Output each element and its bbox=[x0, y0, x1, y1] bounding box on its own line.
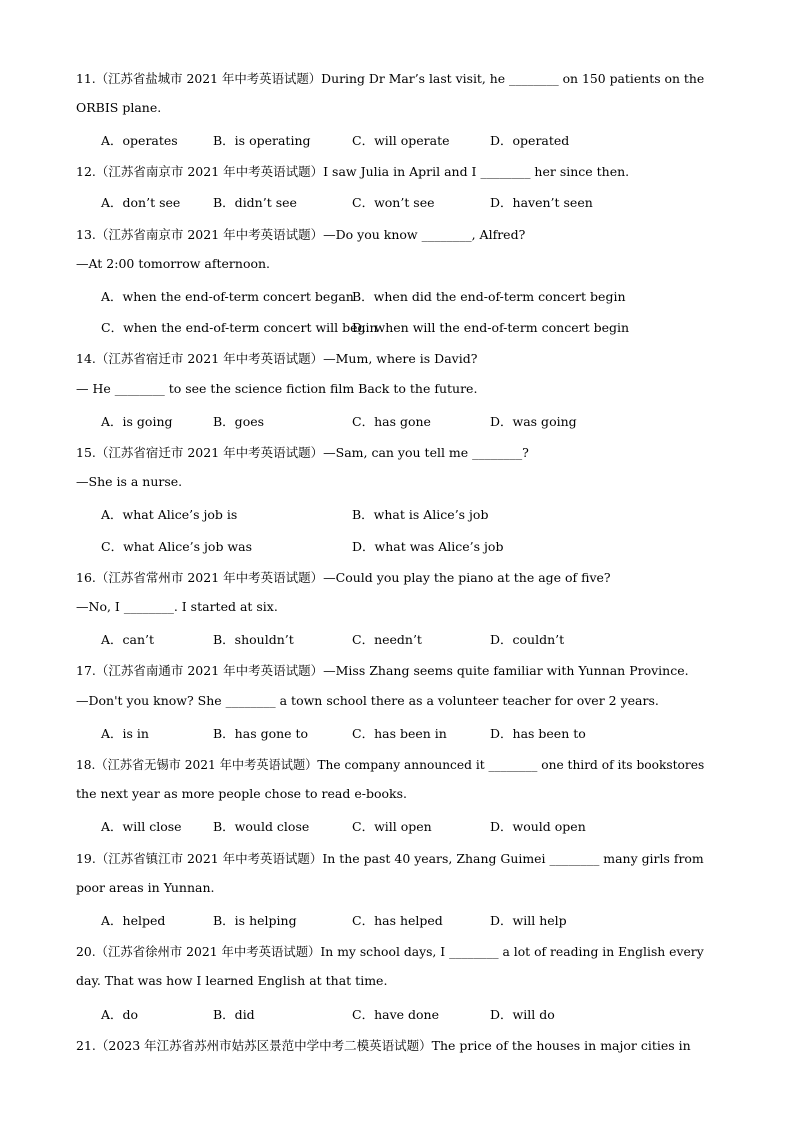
question-19-option-a: A．helped bbox=[101, 913, 166, 928]
question-13-option-a: A．when the end-of-term concert began bbox=[101, 289, 354, 304]
question-15-line-2: —She is a nurse. bbox=[76, 474, 183, 489]
question-16-option-d: D．couldn’t bbox=[490, 632, 565, 647]
question-17-option-d: D．has been to bbox=[490, 726, 586, 741]
question-13-line-1: 13.（江苏省南京市 2021 年中考英语试题）—Do you know ________, Alfred? bbox=[76, 227, 526, 242]
question-14-option-c: C．has gone bbox=[352, 414, 431, 429]
question-18-line-1: 18.（江苏省无锡市 2021 年中考英语试题）The company announced it ________ one third of its bookstores bbox=[76, 757, 705, 772]
question-14-line-1: 14.（江苏省宿迁市 2021 年中考英语试题）—Mum, where is David? bbox=[76, 351, 478, 366]
question-14-option-b: B．goes bbox=[213, 414, 265, 429]
question-19-line-1: 19.（江苏省镇江市 2021 年中考英语试题）In the past 40 years, Zhang Guimei ________ many girls from bbox=[76, 851, 704, 866]
question-17-option-b: B．has gone to bbox=[213, 726, 309, 741]
question-12-option-c: C．won’t see bbox=[352, 195, 435, 210]
question-17-line-1: 17.（江苏省南通市 2021 年中考英语试题）—Miss Zhang seems quite familiar with Yunnan Province. bbox=[76, 663, 689, 678]
question-20-option-a: A．do bbox=[101, 1007, 139, 1022]
question-11-option-c: C．will operate bbox=[352, 133, 450, 148]
question-19-option-d: D．will help bbox=[490, 913, 567, 928]
question-14-line-2: — He ________ to see the science fiction film Back to the future. bbox=[76, 381, 478, 396]
question-18-option-a: A．will close bbox=[101, 819, 182, 834]
question-15-line-1: 15.（江苏省宿迁市 2021 年中考英语试题）—Sam, can you tell me ________? bbox=[76, 445, 529, 460]
question-18-option-b: B．would close bbox=[213, 819, 310, 834]
question-16-option-c: C．needn’t bbox=[352, 632, 422, 647]
question-11-option-a: A．operates bbox=[101, 133, 178, 148]
question-16-option-a: A．can’t bbox=[101, 632, 155, 647]
question-18-option-d: D．would open bbox=[490, 819, 586, 834]
question-16-line-1: 16.（江苏省常州市 2021 年中考英语试题）—Could you play the piano at the age of five? bbox=[76, 570, 611, 585]
question-15-option-d: D．what was Alice’s job bbox=[352, 539, 504, 554]
question-12-option-d: D．haven’t seen bbox=[490, 195, 593, 210]
question-16-line-2: —No, I ________. I started at six. bbox=[76, 599, 278, 614]
question-20-option-c: C．have done bbox=[352, 1007, 439, 1022]
question-13-option-d: D．when will the end-of-term concert begin bbox=[352, 320, 630, 335]
question-15-option-b: B．what is Alice’s job bbox=[352, 507, 489, 522]
question-11-line-2: ORBIS plane. bbox=[76, 100, 162, 115]
question-20-option-d: D．will do bbox=[490, 1007, 555, 1022]
question-12-option-b: B．didn’t see bbox=[213, 195, 297, 210]
question-14-option-d: D．was going bbox=[490, 414, 577, 429]
question-12-line-1: 12.（江苏省南京市 2021 年中考英语试题）I saw Julia in April and I ________ her since then. bbox=[76, 164, 630, 179]
question-13-line-2: —At 2:00 tomorrow afternoon. bbox=[76, 256, 271, 271]
question-11-line-1: 11.（江苏省盐城市 2021 年中考英语试题）During Dr Mar’s last visit, he ________ on 150 patients on the bbox=[76, 71, 705, 86]
question-11-option-b: B．is operating bbox=[213, 133, 311, 148]
question-18-option-c: C．will open bbox=[352, 819, 432, 834]
question-17-option-a: A．is in bbox=[101, 726, 149, 741]
question-17-option-c: C．has been in bbox=[352, 726, 447, 741]
question-15-option-a: A．what Alice’s job is bbox=[101, 507, 238, 522]
question-13-option-c: C．when the end-of-term concert will begin bbox=[101, 320, 378, 335]
question-13-option-b: B．when did the end-of-term concert begin bbox=[352, 289, 626, 304]
question-16-option-b: B．shouldn’t bbox=[213, 632, 294, 647]
question-15-option-c: C．what Alice’s job was bbox=[101, 539, 252, 554]
question-17-line-2: —Don't you know? She ________ a town school there as a volunteer teacher for over 2 years. bbox=[76, 693, 659, 708]
question-19-line-2: poor areas in Yunnan. bbox=[76, 880, 215, 895]
question-14-option-a: A．is going bbox=[101, 414, 173, 429]
question-20-line-2: day. That was how I learned English at that time. bbox=[76, 973, 388, 988]
question-20-option-b: B．did bbox=[213, 1007, 255, 1022]
question-11-option-d: D．operated bbox=[490, 133, 570, 148]
question-19-option-c: C．has helped bbox=[352, 913, 443, 928]
question-12-option-a: A．don’t see bbox=[101, 195, 181, 210]
question-20-line-1: 20.（江苏省徐州市 2021 年中考英语试题）In my school days, I ________ a lot of reading in English every bbox=[76, 944, 704, 959]
question-19-option-b: B．is helping bbox=[213, 913, 297, 928]
question-18-line-2: the next year as more people chose to read e-books. bbox=[76, 786, 407, 801]
question-21-line-1: 21.（2023 年江苏省苏州市姑苏区景范中学中考二模英语试题）The price of the houses in major cities in bbox=[76, 1038, 691, 1053]
